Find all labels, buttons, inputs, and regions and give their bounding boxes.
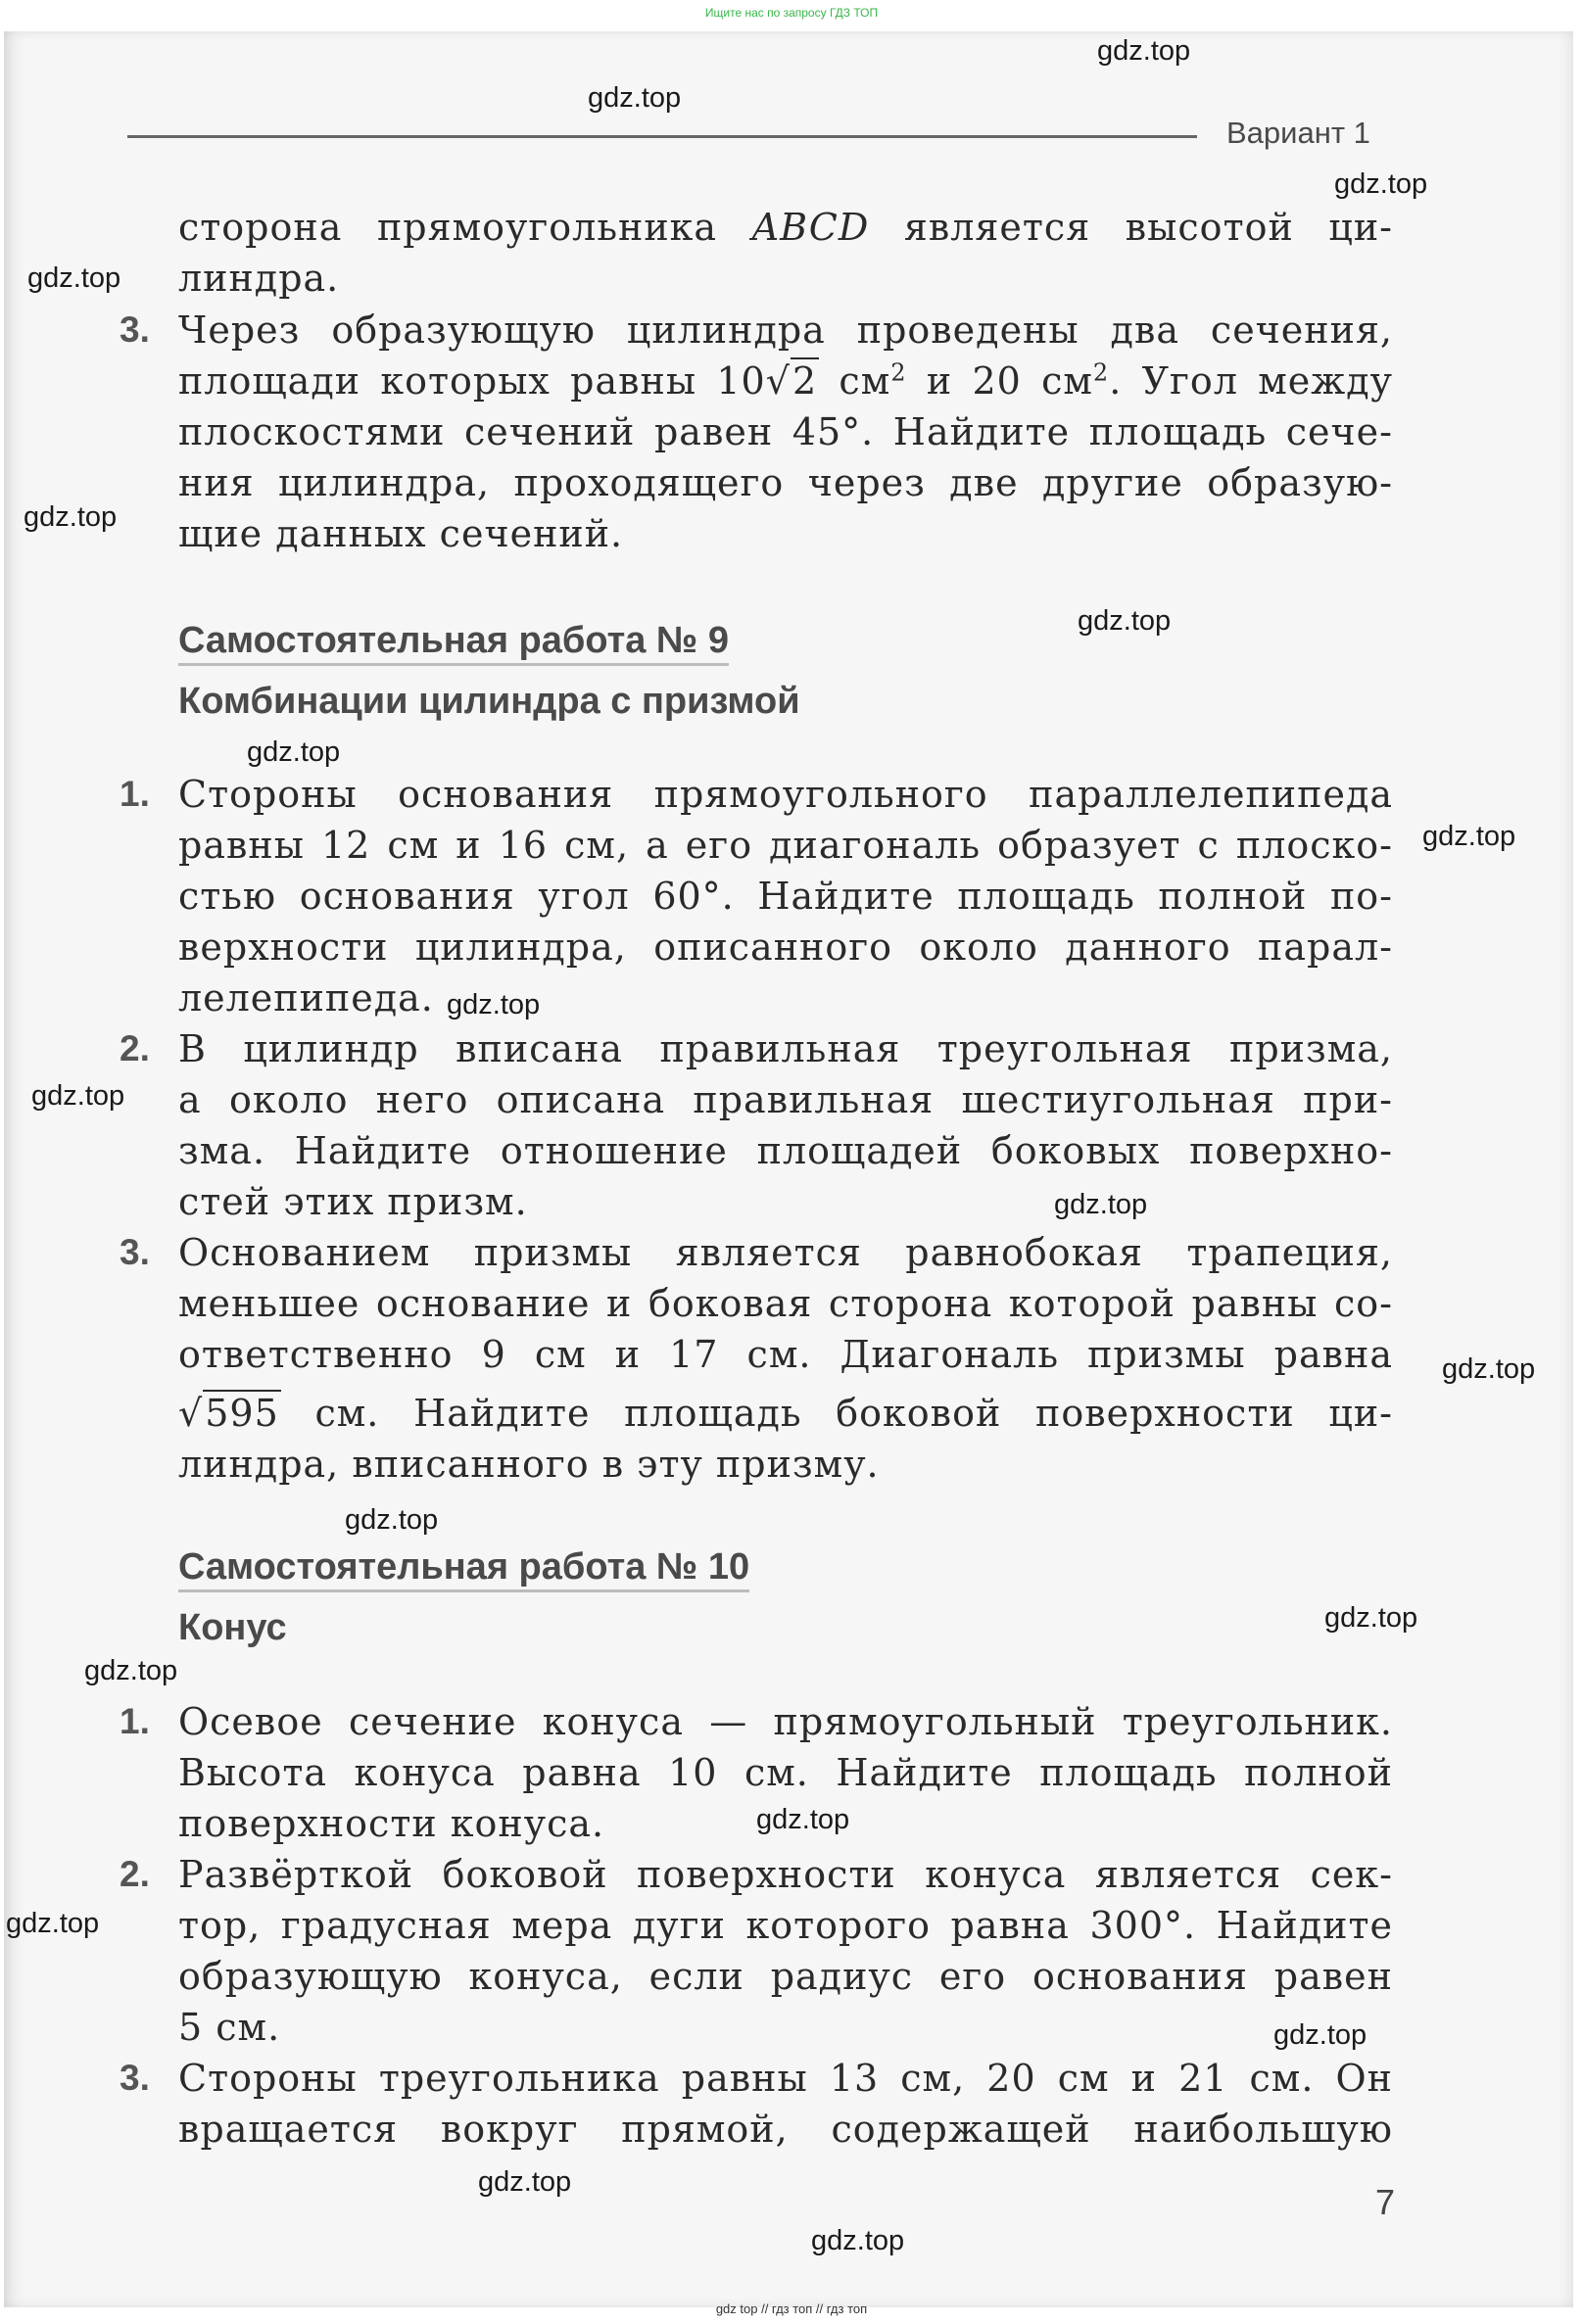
watermark[interactable]: gdz.top (1273, 2019, 1367, 2051)
top-line-1b: является высотой ци- (903, 206, 1393, 249)
watermark[interactable]: gdz.top (345, 1504, 439, 1536)
item-text: плоскостями сечений равен 45°. Найдите площадь сече- (178, 410, 1393, 453)
top-line-2: линдра. (178, 257, 340, 300)
item-text: Осевое сечение конуса — прямоугольный треугольник. (178, 1700, 1393, 1743)
item-text: ния цилиндра, проходящего через две другие образую- (178, 461, 1393, 504)
item-number: 1. (120, 774, 150, 814)
item-text: верхности цилиндра, описанного около данного парал- (178, 925, 1393, 969)
work9-title (178, 615, 729, 666)
watermark[interactable]: gdz.top (1078, 605, 1172, 637)
superscript: 2 (890, 358, 907, 387)
sqrt-value: 2 (792, 359, 818, 403)
variant-label: Вариант 1 (1226, 116, 1370, 150)
item-text: вращается вокруг прямой, содержащей наибольшую (178, 2108, 1393, 2151)
work10-title-text: Самостоятельная работа № 10 (178, 1546, 749, 1592)
watermark[interactable]: gdz.top (756, 1804, 850, 1835)
sqrt-expression: √595 (178, 1392, 279, 1435)
header-rule (127, 135, 1197, 138)
item-text: стей этих призм. (178, 1180, 528, 1223)
watermark[interactable]: gdz.top (1324, 1602, 1418, 1634)
text-run: см (819, 359, 891, 403)
text-run: и 20 см (906, 359, 1093, 403)
text-run: . Угол между (1109, 359, 1393, 403)
item-text: В цилиндр вписана правильная треугольная призма, (178, 1027, 1393, 1070)
item-text: линдра, вписанного в эту призму. (178, 1443, 880, 1486)
watermark[interactable]: gdz.top (1422, 821, 1516, 852)
item-text-area-line (178, 356, 1393, 406)
item-text: Высота конуса равна 10 см. Найдите площадь полной (178, 1751, 1393, 1794)
item-text: Развёрткой боковой поверхности конуса является сек- (178, 1853, 1393, 1896)
watermark[interactable]: gdz.top (478, 2166, 572, 2198)
item-text: меньшее основание и боковая сторона которой равны со- (178, 1282, 1393, 1325)
page-number: 7 (1375, 2182, 1396, 2222)
item-text: лелепипеда. (178, 976, 434, 1020)
text-run: площади которых равны 10 (178, 359, 766, 403)
item-text: 5 см. (178, 2006, 281, 2049)
watermark[interactable]: gdz.top (1442, 1353, 1536, 1385)
watermark[interactable]: gdz.top (1334, 168, 1428, 200)
item-text: ответственно 9 см и 17 см. Диагональ призмы равна (178, 1333, 1393, 1376)
item-text: стью основания угол 60°. Найдите площадь полной по- (178, 875, 1393, 918)
watermark[interactable]: gdz.top (447, 989, 541, 1020)
work9-subtitle: Комбинации цилиндра с призмой (178, 681, 800, 722)
text-run: см. Найдите площадь боковой поверхности ци- (280, 1392, 1393, 1435)
watermark[interactable]: gdz.top (1097, 35, 1191, 67)
watermark[interactable]: gdz.top (31, 1080, 125, 1112)
watermark[interactable]: gdz.top (6, 1908, 100, 1939)
rect-name: ABCD (751, 206, 870, 249)
item-text: Через образующую цилиндра проведены два сечения, (178, 308, 1393, 352)
item-number: 2. (120, 1028, 150, 1068)
work10-title (178, 1541, 749, 1592)
item-text: Стороны основания прямоугольного параллелепипеда (178, 773, 1393, 816)
watermark[interactable]: gdz.top (247, 736, 341, 768)
footer-links[interactable]: gdz top // гдз топ // гдз топ (715, 2301, 868, 2316)
watermark[interactable]: gdz.top (1054, 1189, 1148, 1220)
sqrt-expression: √2 (765, 359, 818, 403)
top-banner[interactable]: Ищите нас по запросу ГДЗ ТОП (704, 6, 879, 20)
item-text: Стороны треугольника равны 13 см, 20 см и 21 см. Он (178, 2057, 1393, 2100)
item-number: 1. (120, 1701, 150, 1741)
watermark[interactable]: gdz.top (84, 1655, 178, 1686)
item-number: 3. (120, 2058, 150, 2098)
item-number: 2. (120, 1854, 150, 1894)
item-text-sqrt-line (178, 1388, 1393, 1439)
item-text: зма. Найдите отношение площадей боковых поверхно- (178, 1129, 1393, 1172)
item-text: равны 12 см и 16 см, а его диагональ образует с плоско- (178, 824, 1393, 867)
item-number: 3. (120, 309, 150, 350)
item-text: щие данных сечений. (178, 512, 624, 555)
sqrt-value: 595 (205, 1392, 279, 1435)
watermark[interactable]: gdz.top (24, 501, 118, 533)
item-text: а около него описана правильная шестиугольная при- (178, 1078, 1393, 1121)
watermark[interactable]: gdz.top (811, 2225, 905, 2256)
item-text: поверхности конуса. (178, 1802, 605, 1845)
item-number: 3. (120, 1232, 150, 1272)
watermark[interactable]: gdz.top (588, 82, 682, 114)
work9-title-text: Самостоятельная работа № 9 (178, 620, 729, 666)
item-text: образующую конуса, если радиус его основания равен (178, 1955, 1393, 1998)
top-line-1a: сторона прямоугольника (178, 206, 718, 249)
top-line-1 (178, 202, 1393, 253)
watermark[interactable]: gdz.top (27, 262, 121, 294)
superscript: 2 (1092, 358, 1110, 387)
item-text: Основанием призмы является равнобокая трапеция, (178, 1231, 1393, 1274)
item-text: тор, градусная мера дуги которого равна 300°. Найдите (178, 1904, 1393, 1947)
work10-subtitle: Конус (178, 1607, 287, 1648)
